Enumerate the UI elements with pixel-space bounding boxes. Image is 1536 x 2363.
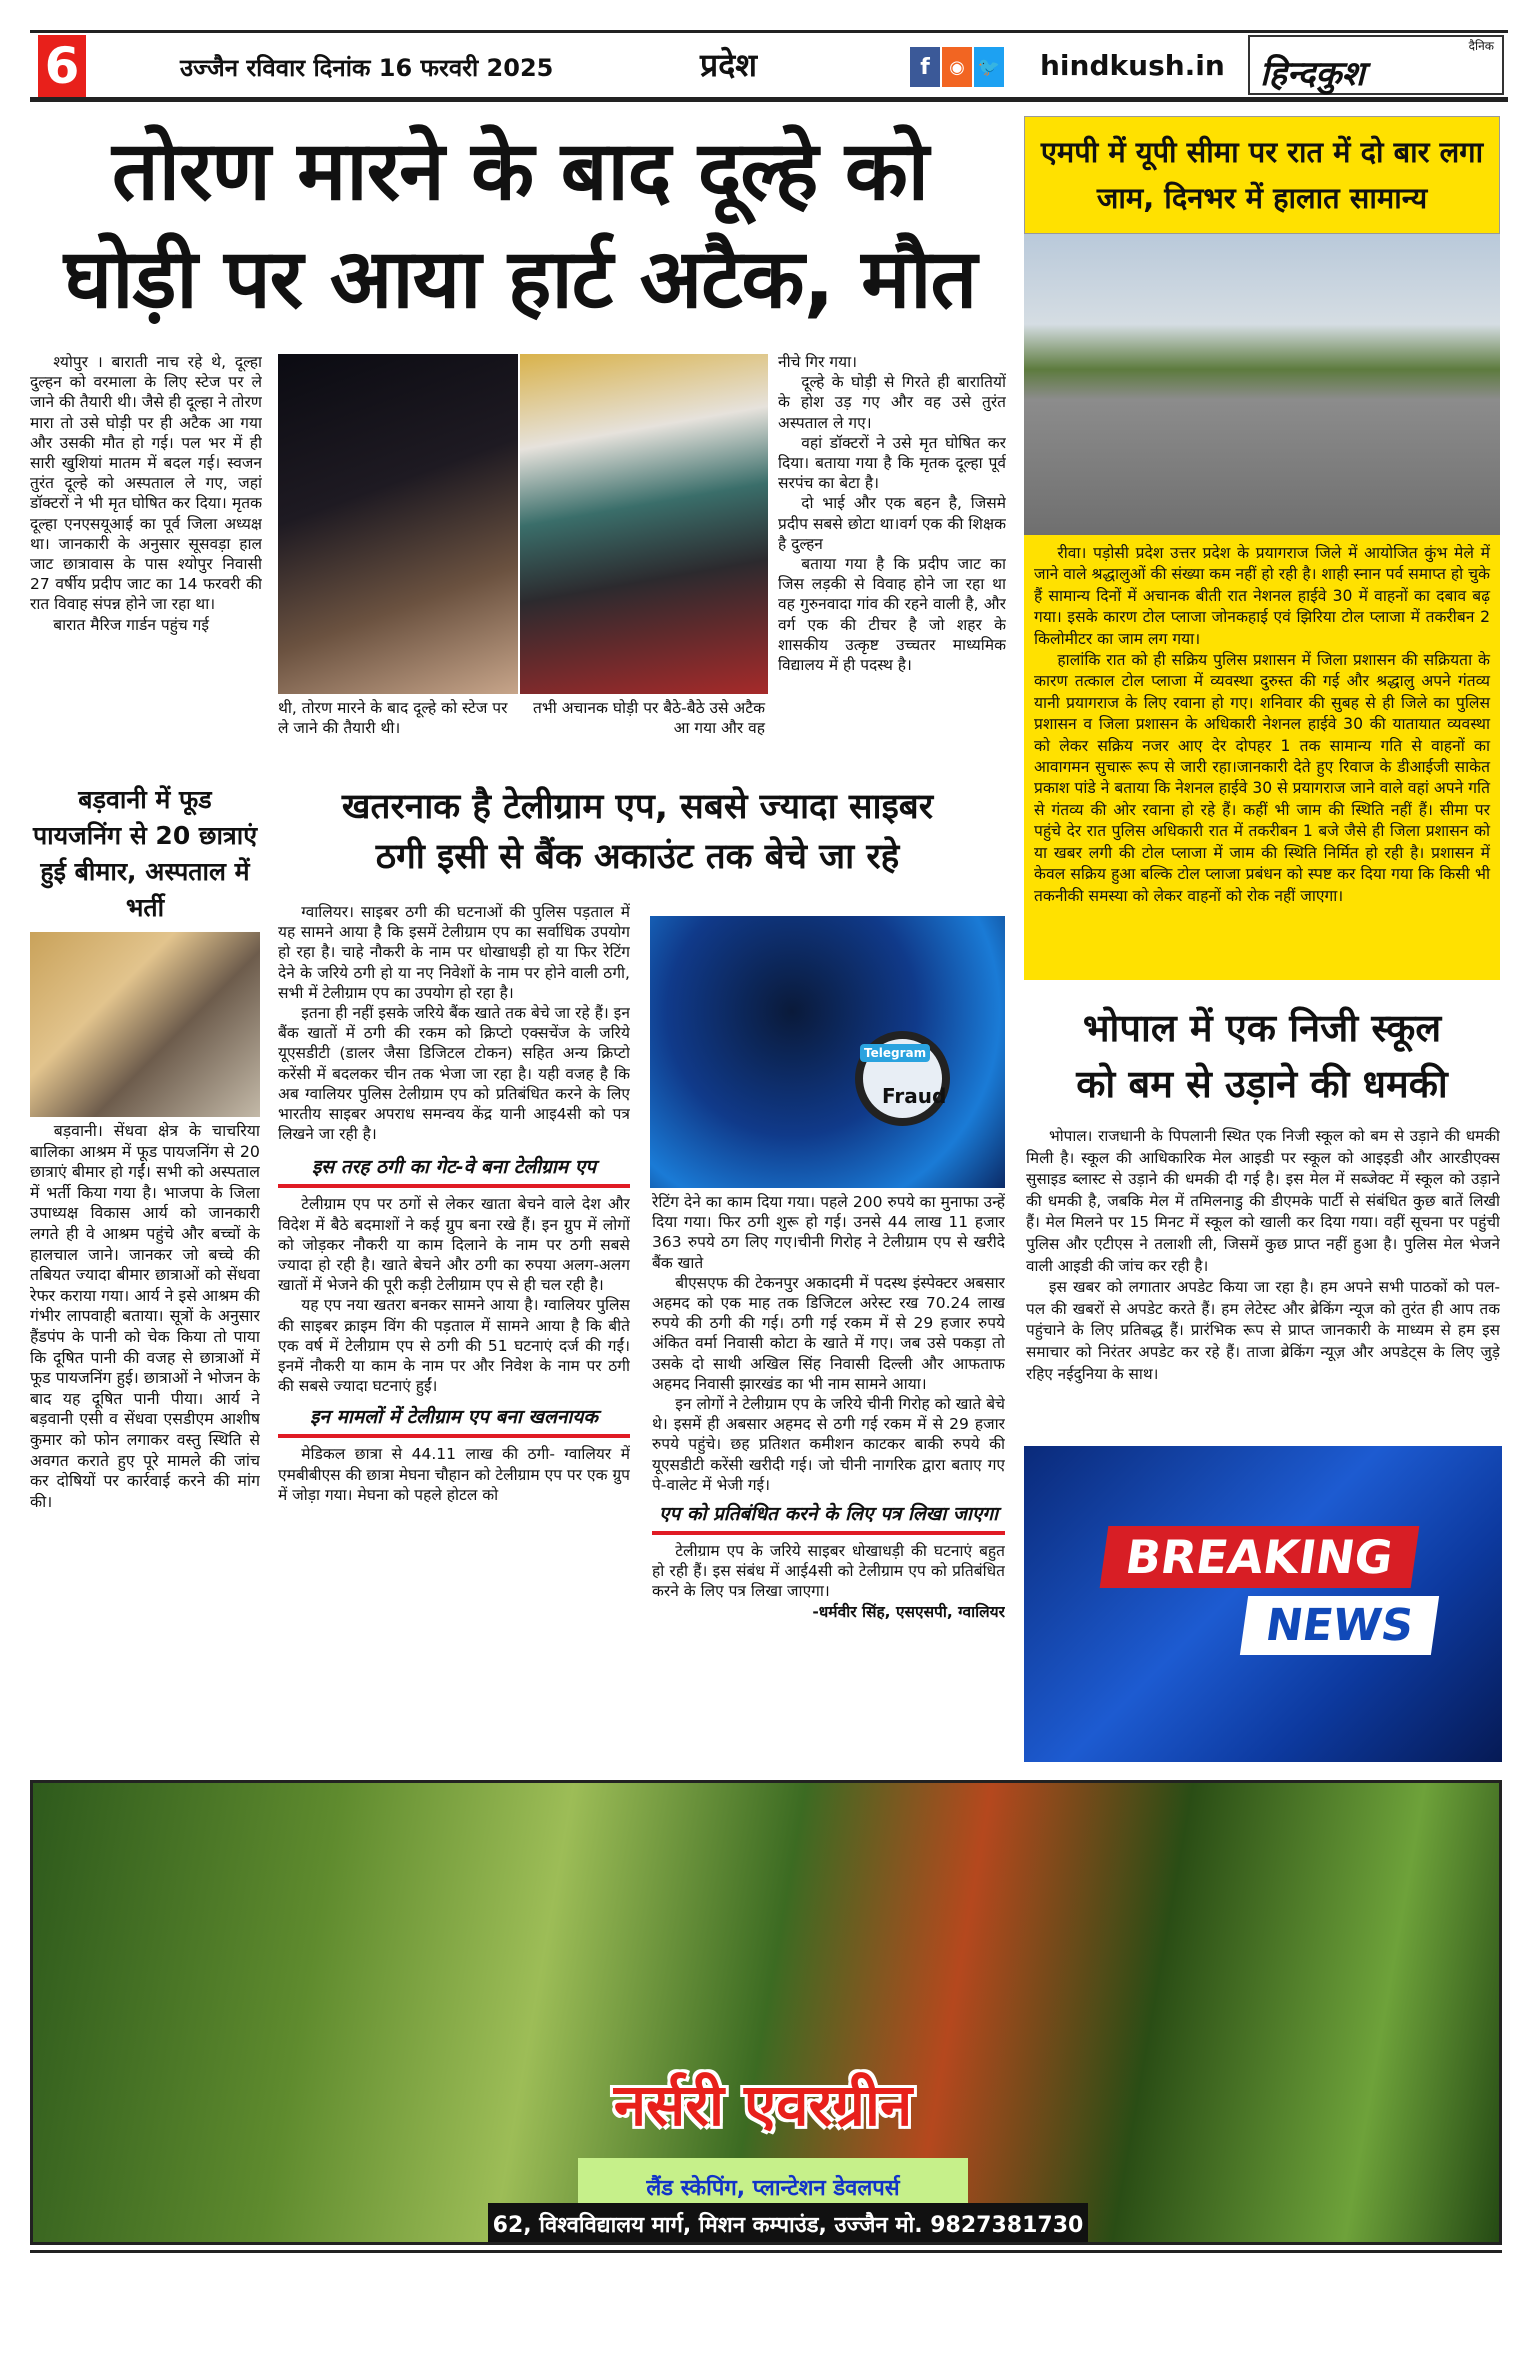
paragraph: मेडिकल छात्रा से 44.11 लाख की ठगी- ग्वालियर में एमबीबीएस की छात्रा मेघना चौहान को टेलीग्राम एप पर एक ग्रुप में जोड़ा गया। मेघना को पहले होटल को — [278, 1445, 630, 1504]
groom-selfie-photo — [278, 354, 518, 694]
telegram-headline-line-1: खतरनाक है टेलीग्राम एप, सबसे ज्यादा साइबर — [341, 787, 934, 827]
paragraph: दो भाई और एक बहन है, जिसमे प्रदीप सबसे छोटा था।वर्ग एक की शिक्षक है दुल्हन — [778, 494, 1006, 553]
paragraph: ग्वालियर। साइबर ठगी की घटनाओं की पुलिस पड़ताल में यह सामने आया है कि इसमें टेलीग्राम एप का सर्वाधिक उपयोग हो रहा है। चाहे नौकरी के नाम पर धोखाधड़ी हो या फिर रेटिंग देने के जरिये ठगी हो या नए निवेशों के नाम पर होने वाली ठगी, सभी में टेलीग्राम एप का उपयोग हो रहा है। — [278, 903, 630, 1002]
photo-caption-left: थी, तोरण मारने के बाद दूल्हे को स्टेज पर ले जाने की तैयारी थी। — [278, 699, 508, 737]
paragraph: टेलीग्राम एप के जरिये साइबर धोखाधड़ी की घटनाएं बहुत हो रही हैं। इस संबंध में आई4सी को टेलीग्राम एप को प्रतिबंधित करने के लिए पत्र लिखा जाएगा। — [652, 1542, 1005, 1601]
badwani-story — [30, 782, 260, 1762]
page-number: 6 — [38, 35, 86, 97]
rss-icon[interactable]: ◉ — [942, 47, 972, 87]
newspaper-logo — [1248, 35, 1504, 95]
paragraph: इन लोगों ने टेलीग्राम एप के जरिये चीनी गिरोह को खाते बेचे थे। इसमें ही अबसार अहमद से ठगी गई रकम में से 29 हजार रुपये पहुंचे। छह प्रतिशत कमीशन काटकर बाकी रुपये की यूएसडीटी करेंसी खरीदी गई। जो चीनी नागरिक द्वारा बताए गए पे-वालेट में भेजी गई। — [652, 1395, 1005, 1494]
jam-body — [1024, 535, 1500, 980]
lead-headline-line-1: तोरण मारने के बाद दूल्हे को — [111, 124, 929, 219]
paragraph: टेलीग्राम एप पर ठगों से लेकर खाता बेचने वाले देश और विदेश में बैठे बदमाशों ने कई ग्रुप बना रखे हैं। इन ग्रुप में लोगों को जोड़कर नौकरी या काम दिलाने के नाम पर ठगी सबसे ज्यादा हो रही है। खाते बेचने और ठगी का रुपया अलग-अलग खातों में भेजने की पूरी कड़ी टेलीग्राम एप से ही चल रही है। — [278, 1195, 630, 1295]
telegram-column-1 — [278, 902, 630, 1762]
subheading-villain: इन मामलों में टेलीग्राम एप बना खलनायक — [310, 1406, 598, 1429]
paragraph: बताया गया है कि प्रदीप जाट का जिस लड़की से विवाह होने जा रहा था वह गुरुनवादा गांव की रहने वाली है, और वर्ग एक की टीचर है जो शहर के शासकीय उत्कृष्ट उच्चतर माध्यमिक विद्यालय में ही पदस्थ है। — [778, 555, 1006, 675]
paragraph: भोपाल। राजधानी के पिपलानी स्थित एक निजी स्कूल को बम से उड़ाने की धमकी मिली है। स्कूल की आधिकारिक मेल आइडी पर स्कूल को आइइडी और आरडीएक्स सुसाइड ब्लास्ट से उड़ाने की धमकी दी गई है। इस मेल में सब्जेक्ट में स्कूल को उड़ाने की धमकी है, जबकि मेल में तमिलनाडु की डीएमके पार्टी से संबंधित कुछ बातें लिखी हैं। मेल मिलने पर 15 मिनट में स्कूल को खाली कर दिया गया। वहीं सूचना पर पहुंची पुलिस और एटीएस ने तलाशी ली, जिसमें कुछ प्राप्त नहीं हुआ है। पुलिस मेल भेजने वाली आइडी की जांच कर रही है। — [1026, 1127, 1500, 1275]
bottom-rule — [30, 2250, 1502, 2253]
lead-column-3 — [778, 352, 1006, 762]
logo-small-text: दैनिक — [1468, 39, 1494, 53]
paragraph: श्योपुर । बाराती नाच रहे थे, दूल्हा दुल्हन को वरमाला के लिए स्टेज पर ले जाने की तैयारी थी। जैसे ही दूल्हा ने तोरण मारा तो उसे घोड़ी पर ही अटैक आ गया और उसकी मौत हो गई। पल भर में ही सारी खुशियां मातम में बदल गई। स्वजन तुरंत दूल्हे को अस्पताल ले गए, जहां डॉक्टरों ने भी मृत घोषित कर दिया। मृतक दूल्हा एनएसयूआई का पूर्व जिला अध्यक्ष था। जानकारी के अनुसार सूसवड़ा हाल जाट छात्रावास के पास श्योपुर निवासी 27 वर्षीय प्रदीप जाट का 14 फरवरी की रात विवाह संपन्न होने जा रहा था। — [30, 353, 262, 614]
paragraph: इस खबर को लगातार अपडेट किया जा रहा है। हम अपने सभी पाठकों को पल-पल की खबरों से अपडेट करते हैं। हम लेटेस्ट और ब्रेकिंग न्यूज को तुरंत ही आप तक पहुंचाने के लिए प्रतिबद्ध हैं। प्रारंभिक रूप से प्राप्त जानकारी के माध्यम से हम इस समाचार को निरंतर अपडेट कर रहे हैं। ताजा ब्रेकिंग न्यूज़ और अपडेट्स के लिए जुड़े रहिए नईदुनिया के साथ। — [1026, 1278, 1500, 1383]
telegram-headline-line-2: ठगी इसी से बैंक अकाउंट तक बेचे जा रहे — [375, 837, 900, 877]
paragraph: नीचे गिर गया। — [778, 353, 857, 371]
subheading-gateway: इस तरह ठगी का गेट-वे बना टेलीग्राम एप — [311, 1156, 597, 1179]
paragraph: दूल्हे के घोड़ी से गिरते ही बारातियों के होश उड़ गए और वह उसे तुरंत अस्पताल ले गए। — [778, 373, 1006, 432]
lead-headline-line-2: घोड़ी पर आया हार्ट अटैक, मौत — [63, 232, 977, 327]
bhopal-headline-line-1: भोपाल में एक निजी स्कूल — [1082, 1006, 1442, 1050]
ad-address: 62, विश्वविद्यालय मार्ग, मिशन कम्पाउंड, उज्जैन मो. 9827381730 — [488, 2203, 1088, 2245]
facebook-icon[interactable]: f — [910, 47, 940, 87]
news-label: NEWS — [1240, 1596, 1439, 1655]
paragraph: रेटिंग देने का काम दिया गया। पहले 200 रुपये का मुनाफा उन्हें दिया गया। फिर ठगी शुरू हो गई। उनसे 44 लाख 11 हजार 363 रुपये ठग लिए गए।चीनी गिरोह ने टेलीग्राम एप से खरीदे बैंक खाते — [652, 1193, 1005, 1272]
logo-name: हिन्दकुश — [1260, 54, 1365, 94]
nursery-advertisement[interactable] — [30, 1780, 1502, 2245]
ad-tagline: लैंड स्केपिंग, प्लान्टेशन डेवलपर्स — [578, 2158, 968, 2220]
telegram-column-2 — [652, 1192, 1005, 1762]
lead-column-1 — [30, 352, 262, 762]
paragraph: यह एप नया खतरा बनकर सामने आया है। ग्वालियर पुलिस की साइबर क्राइम विंग की पड़ताल में सामने आया है कि बीते एक वर्ष में टेलीग्राम एप से ठगी की 51 घटनाएं दर्ज की गईं। इनमें नौकरी या काम के नाम पर और निवेश के नाम पर ठगी की सबसे ज्यादा घटनाएं हुईं। — [278, 1296, 630, 1396]
paragraph: रीवा। पड़ोसी प्रदेश उत्तर प्रदेश के प्रयागराज जिले में आयोजित कुंभ मेले में जाने वाले श्रद्धालुओं की संख्या कम नहीं हो रही है। शाही स्नान पर्व समाप्त हो चुके हैं सामान्य दिनों में अचानक बीती रात नेशनल हाईवे 30 में वाहनों का दबाव बढ़ गया। इसके कारण टोल प्लाजा जोनकहाई एवं झिरिया टोल प्लाजा में तकरीबन 2 किलोमीटर का जाम लग गया। — [1034, 544, 1490, 648]
section-title: प्रदेश — [700, 46, 757, 84]
social-icons — [910, 47, 1004, 87]
page-header — [30, 30, 1508, 102]
dateline: उज्जैन रविवार दिनांक 16 फरवरी 2025 — [180, 54, 554, 82]
breaking-label: BREAKING — [1100, 1526, 1419, 1588]
twitter-icon[interactable]: 🐦 — [974, 47, 1004, 87]
ashram-photo — [30, 932, 260, 1117]
telegram-label: Telegram — [860, 1044, 930, 1062]
groom-with-child-photo — [520, 354, 768, 694]
bhopal-headline-line-2: को बम से उड़ाने की धमकी — [1076, 1062, 1448, 1106]
bhopal-body — [1026, 1126, 1500, 1444]
paragraph: बीएसएफ की टेकनपुर अकादमी में पदस्थ इंस्पेक्टर अबसार अहमद को एक माह तक डिजिटल अरेस्ट रख 70.24 लाख रुपये की ठगी की गई। ठगी गई रकम में से 29 हजार रुपये अंकित वर्मा निवासी कोटा के खाते में गए। जब उसे पकड़ा तो उसके दो साथी अखिल सिंह निवासी दिल्ली और आफताफ अहमद निवासी झारखंड का भी नाम सामने आया। — [652, 1273, 1005, 1393]
paragraph: इतना ही नहीं इसके जरिये बैंक खाते तक बेचे जा रहे हैं। इन बैंक खातों में ठगी की रकम को क्रिप्टो एक्सचेंज के जरिये यूएसडीटी (डालर जैसा डिजिटल टोकन) सहित अन्य क्रिप्टो करेंसी में बदलकर चीन तक भेजा जा रहा है। यही वजह है कि अब ग्वालियर पुलिस टेलीग्राम एप को प्रतिबंधित करने के लिए भारतीय साइबर अपराध समन्वय केंद्र यानी आइ4सी को पत्र लिखने जा रही है। — [278, 1004, 630, 1144]
highway-toll-photo — [1024, 234, 1500, 535]
paragraph: हालांकि रात को ही सक्रिय पुलिस प्रशासन में जिला प्रशासन की सक्रियता के कारण तत्काल टोल प्लाजा में व्यवस्था दुरुस्त की गई और श्रद्धालु अपने गंतव्य यानी प्रयागराज के लिए रवाना हो गए। शनिवार की सुबह से ही जिले का पुलिस प्रशासन व जिला प्रशासन के अधिकारी नेशनल हाईवे 30 की यातायात व्यवस्था को लेकर सक्रिय नजर आए देर दोपहर 1 तक सामान्य गति से वाहनों का आवागमन सुचारू रूप से जारी रहा।जानकारी देते हुए रिवाज के डीआईजी साकेत प्रकाश पांडे ने बताया कि नेशनल हाईवे 30 से प्रयागराज जाने वाले वहां अपने गति से गंतव्य की ओर रवाना हो रहे हैं। कहीं भी जाम की स्थिति नहीं हैं। सीमा पर पहुंचे देर रात पुलिस अधिकारी रात में तकरीबन 1 बजे जैसे ही जिला प्रशासन को या खबर लगी की टोल प्लाजा में जाम की स्थिति निर्मित हो रही है। प्रशासन में केवल सक्रिय हुआ बल्कि टोल प्लाजा प्रबंधन को स्पष्ट कर दिया गया कि किसी भी तकनीकी समस्या को लेकर वाहनों को रोक नहीं जाएगा। — [1034, 651, 1490, 905]
badwani-body — [30, 1121, 260, 1762]
subheading-ban-letter: एप को प्रतिबंधित करने के लिए पत्र लिखा जाएगा — [658, 1503, 999, 1526]
website-link[interactable]: hindkush.in — [1040, 49, 1225, 82]
quote-attribution: -धर्मवीर सिंह, एसएसपी, ग्वालियर — [812, 1602, 1005, 1621]
paragraph: बारात मैरिज गार्डन पहुंच गई — [53, 615, 209, 634]
divider — [278, 1434, 630, 1438]
paragraph: बड़वानी। सेंधवा क्षेत्र के चाचरिया बालिका आश्रम में फूड पायजनिंग से 20 छात्राएं बीमार हो गईं। सभी को अस्पताल में भर्ती किया गया है। भाजपा के जिला उपाध्यक्ष विकास आर्य को जानकारी लगते ही वे आश्रम पहुंचे और बच्चों के हालचाल जाने। जानकर जो बच्चे की तबियत ज्यादा बीमार छात्राओं को सेंधवा रेफर कराया गया। आर्य ने इसे आश्रम की गंभीर लापवाही बताया। सूत्रों के अनुसार हैंडपंप के पानी को चेक किया तो पाया कि दूषित पानी की वजह से छात्राओं में फूड पायजनिंग हुई। छात्राओं ने भोजन के बाद यह दूषित पानी पीया। आर्य ने बड़वानी एसी व सेंधवा एसडीएम आशीष कुमार को फोन लगाकर वस्तु स्थिति से अवगत कराते हुए पूरे मामले की जांच कर दोषियों पर कार्रवाई करने की मांग की। — [30, 1121, 260, 1511]
bhopal-headline — [1024, 1000, 1500, 1112]
ad-title: नर्सरी एवरग्रीन — [613, 2071, 913, 2139]
telegram-headline — [270, 782, 1005, 882]
divider — [652, 1531, 1005, 1535]
divider — [278, 1184, 630, 1188]
telegram-fraud-image — [650, 916, 1005, 1188]
lead-headline — [30, 118, 1010, 334]
photo-caption-right: तभी अचानक घोड़ी पर बैठे-बैठे उसे अटैक आ गया और वह — [533, 699, 765, 737]
paragraph: वहां डॉक्टरों ने उसे मृत घोषित कर दिया। बताया गया है कि मृतक दूल्हा पूर्व सरपंच का बेटा है। — [778, 433, 1006, 493]
breaking-news-graphic — [1024, 1446, 1502, 1762]
jam-headline: एमपी में यूपी सीमा पर रात में दो बार लगा जाम, दिनभर में हालात सामान्य — [1024, 116, 1500, 234]
fraud-label: Fraud — [882, 1084, 947, 1108]
badwani-headline: बड़वानी में फूड पायजनिंग से 20 छात्राएं हुई बीमार, अस्पताल में भर्ती — [32, 785, 258, 922]
